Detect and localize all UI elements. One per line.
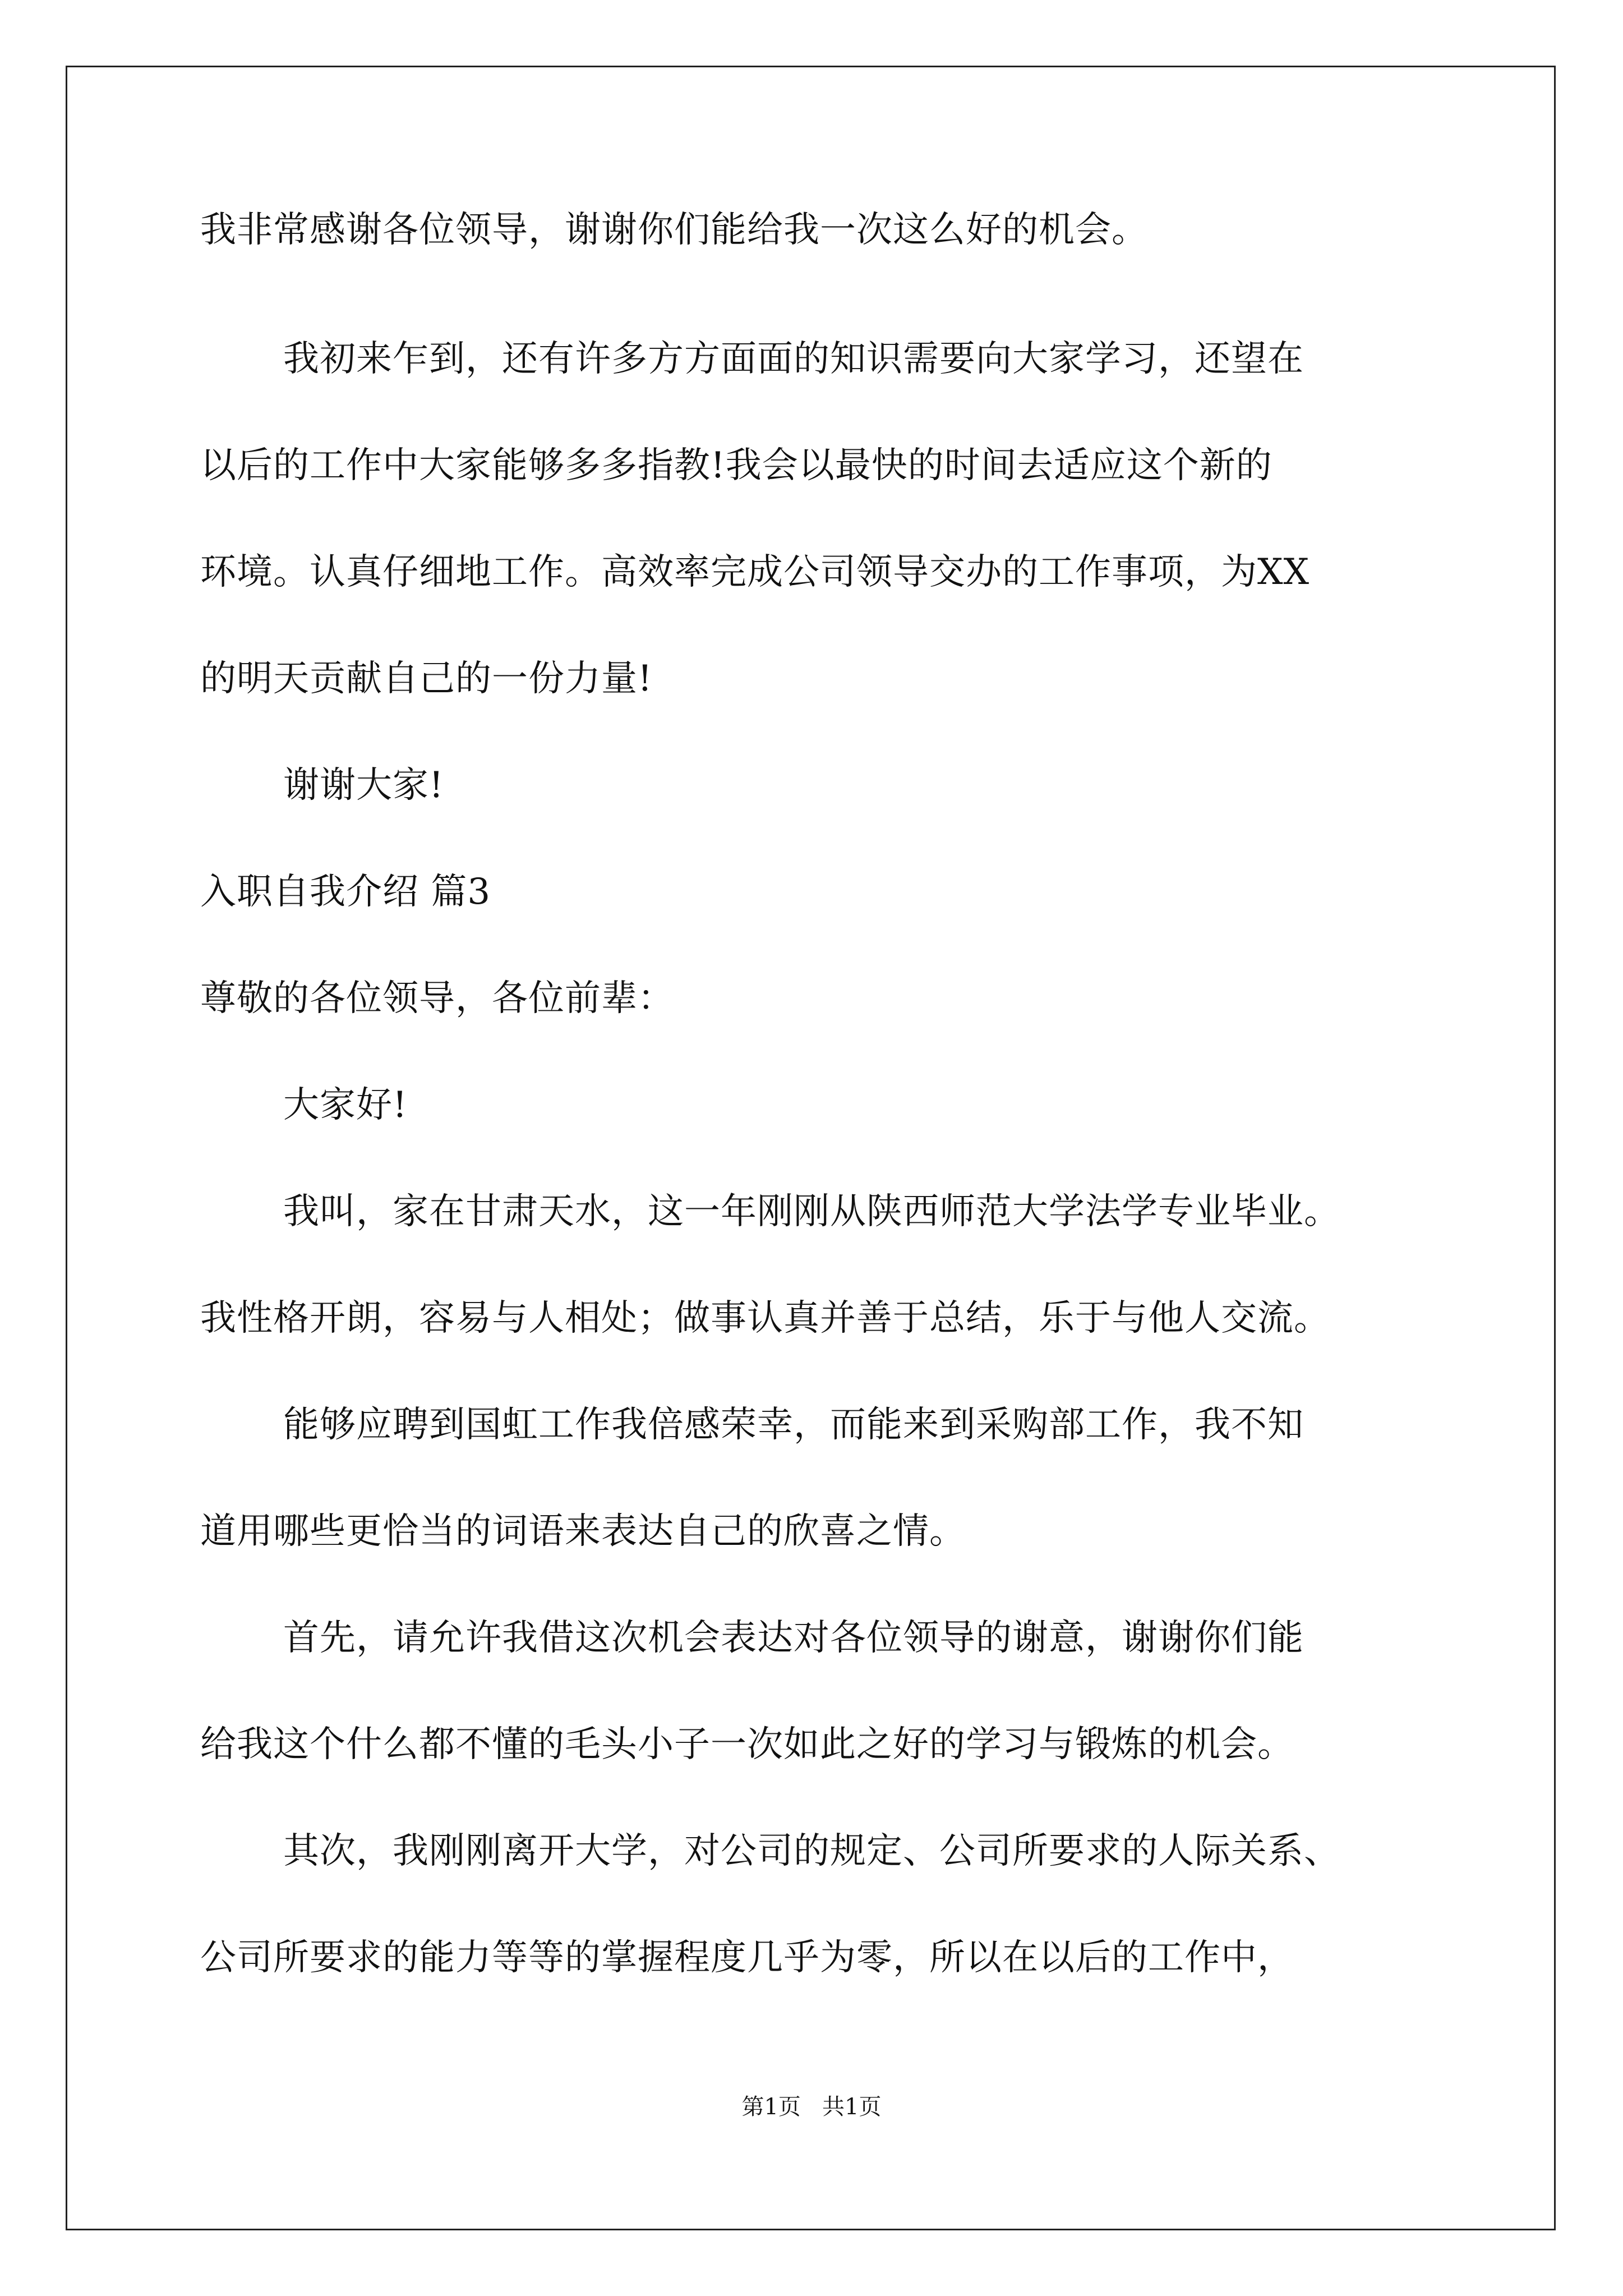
text-line-4: 环境。认真仔细地工作。高效率完成公司领导交办的工作事项，为XX bbox=[200, 551, 1310, 593]
text-line-2: 我初来乍到，还有许多方方面面的知识需要向大家学习，还望在 bbox=[283, 338, 1304, 380]
page-border bbox=[66, 66, 1556, 2230]
text-line-15: 给我这个什么都不懂的毛头小子一次如此之好的学习与锻炼的机会。 bbox=[200, 1724, 1294, 1765]
text-line-17: 公司所要求的能力等等的掌握程度几乎为零，所以在以后的工作中， bbox=[200, 1937, 1294, 1978]
text-line-10: 我叫，家在甘肃天水，这一年刚刚从陕西师范大学法学专业毕业。 bbox=[283, 1191, 1340, 1232]
page-footer: 第1页 共1页 bbox=[741, 2094, 882, 2120]
text-line-5: 的明天贡献自己的一份力量! bbox=[200, 658, 653, 700]
text-line-9: 大家好! bbox=[283, 1084, 408, 1126]
text-line-12: 能够应聘到国虹工作我倍感荣幸，而能来到采购部工作，我不知 bbox=[283, 1404, 1304, 1446]
text-line-6: 谢谢大家! bbox=[283, 765, 444, 806]
text-line-1: 我非常感谢各位领导，谢谢你们能给我一次这么好的机会。 bbox=[200, 209, 1148, 251]
text-line-14: 首先，请允许我借这次机会表达对各位领导的谢意，谢谢你们能 bbox=[283, 1617, 1304, 1659]
text-line-16: 其次，我刚刚离开大学，对公司的规定、公司所要求的人际关系、 bbox=[283, 1830, 1340, 1872]
text-line-11: 我性格开朗，容易与人相处；做事认真并善于总结，乐于与他人交流。 bbox=[200, 1297, 1330, 1339]
section-heading: 入职自我介绍 篇3 bbox=[200, 871, 491, 913]
text-line-3: 以后的工作中大家能够多多指教!我会以最快的时间去适应这个新的 bbox=[200, 445, 1272, 486]
text-line-8: 尊敬的各位领导，各位前辈： bbox=[200, 978, 674, 1019]
text-line-13: 道用哪些更恰当的词语来表达自己的欣喜之情。 bbox=[200, 1511, 966, 1552]
